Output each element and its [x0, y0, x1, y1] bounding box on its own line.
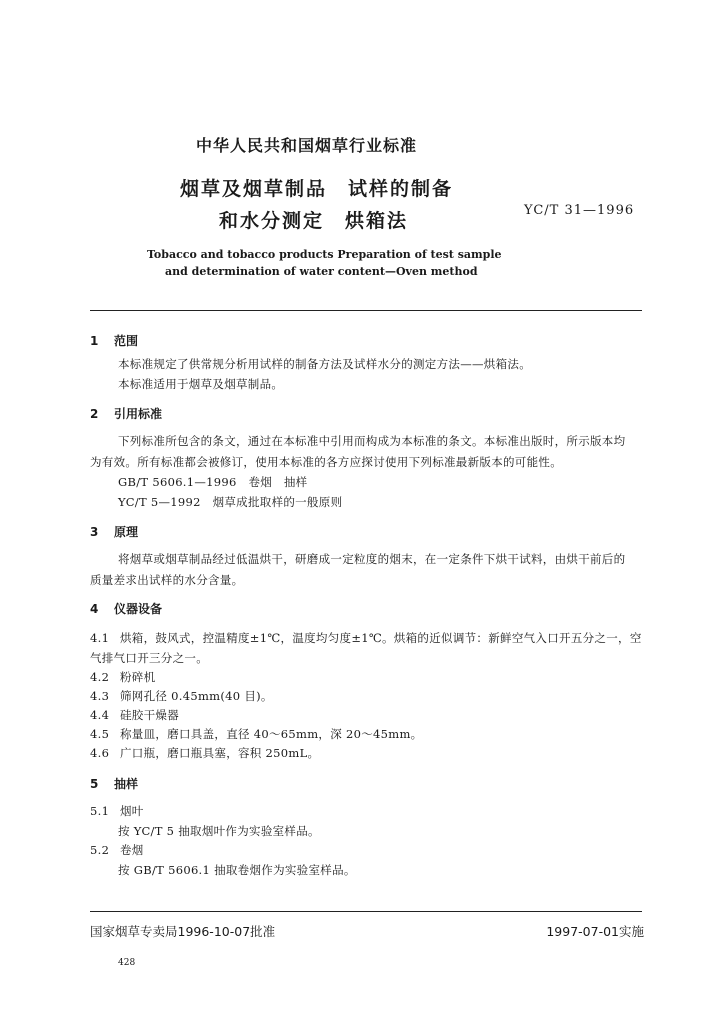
document-title-line2: 和水分测定 烘箱法 — [219, 210, 409, 232]
section-number: 2 — [90, 407, 99, 421]
item-number: 5.2 — [90, 843, 110, 857]
page-number: 428 — [118, 958, 136, 968]
list-item — [90, 630, 642, 646]
subsection-5-1-heading — [90, 803, 144, 819]
item-number: 4.6 — [90, 746, 110, 760]
section-title: 抽样 — [114, 777, 139, 791]
section-3-heading — [90, 523, 138, 540]
footer-divider — [90, 911, 642, 912]
section-1-heading — [90, 332, 138, 349]
english-title-line1: Tobacco and tobacco products Preparation of test sample — [147, 248, 502, 261]
standard-code: YC/T 31—1996 — [524, 203, 635, 218]
implementation-date: 1997-07-01实施 — [546, 924, 644, 939]
section-2-paragraph-line2: 为有效。所有标准都会被修订，使用本标准的各方应探讨使用下列标准最新版本的可能性。 — [90, 455, 562, 469]
section-3-paragraph-line2: 质量差求出试样的水分含量。 — [90, 573, 244, 587]
list-item — [90, 688, 273, 704]
standard-category-title: 中华人民共和国烟草行业标准 — [196, 136, 418, 155]
subsection-5-2-heading — [90, 842, 144, 858]
section-number: 5 — [90, 777, 99, 791]
item-text: 筛网孔径 0.45mm(40 目)。 — [120, 689, 273, 703]
section-title: 仪器设备 — [114, 602, 163, 616]
item-text: 粉碎机 — [120, 670, 156, 684]
header-divider — [90, 310, 642, 311]
section-2-paragraph-line1: 下列标准所包含的条文，通过在本标准中引用而构成为本标准的条文。本标准出版时，所示版本均 — [118, 434, 626, 448]
list-item — [90, 707, 179, 723]
section-title: 原理 — [114, 525, 139, 539]
item-text: 烘箱，鼓风式，控温精度±1℃，温度均匀度±1℃。烘箱的近似调节：新鲜空气入口开五分之一，空 — [120, 631, 642, 645]
section-1-paragraph-1: 本标准规定了供常规分析用试样的制备方法及试样水分的测定方法——烘箱法。 — [118, 357, 531, 371]
section-title: 引用标准 — [114, 407, 163, 421]
item-text: 卷烟 — [120, 843, 144, 857]
english-title-line2: and determination of water content—Oven method — [165, 265, 478, 278]
subsection-5-1-text: 按 YC/T 5 抽取烟叶作为实验室样品。 — [118, 824, 320, 838]
document-title-line1: 烟草及烟草制品 试样的制备 — [180, 178, 454, 200]
item-number: 4.4 — [90, 708, 110, 722]
list-item — [90, 745, 319, 761]
item-text: 烟叶 — [120, 804, 144, 818]
item-text: 硅胶干燥器 — [120, 708, 179, 722]
subsection-5-2-text: 按 GB/T 5606.1 抽取卷烟作为实验室样品。 — [118, 863, 356, 877]
item-text: 广口瓶，磨口瓶具塞，容积 250mL。 — [120, 746, 320, 760]
section-number: 1 — [90, 334, 99, 348]
section-2-heading — [90, 405, 162, 422]
section-5-heading — [90, 775, 138, 792]
item-number: 4.1 — [90, 631, 110, 645]
list-item — [90, 669, 155, 685]
section-title: 范围 — [114, 334, 139, 348]
item-number: 5.1 — [90, 804, 110, 818]
item-number: 4.5 — [90, 727, 110, 741]
list-item — [90, 726, 422, 742]
section-3-paragraph-line1: 将烟草或烟草制品经过低温烘干，研磨成一定粒度的烟末，在一定条件下烘干试料，由烘干前后的 — [118, 552, 626, 566]
reference-item-2: YC/T 5—1992 烟草成批取样的一般原则 — [118, 495, 343, 509]
section-1-paragraph-2: 本标准适用于烟草及烟草制品。 — [118, 377, 284, 391]
section-number: 3 — [90, 525, 99, 539]
section-4-heading — [90, 600, 162, 617]
item-text: 气排气口开三分之一。 — [90, 651, 208, 665]
item-text: 称量皿，磨口具盖，直径 40～65mm，深 20～45mm。 — [120, 727, 423, 741]
reference-item-1: GB/T 5606.1—1996 卷烟 抽样 — [118, 475, 308, 489]
section-number: 4 — [90, 602, 99, 616]
list-item — [90, 650, 208, 666]
approval-line: 国家烟草专卖局1996-10-07批准 — [90, 924, 276, 939]
item-number: 4.3 — [90, 689, 110, 703]
item-number: 4.2 — [90, 670, 110, 684]
